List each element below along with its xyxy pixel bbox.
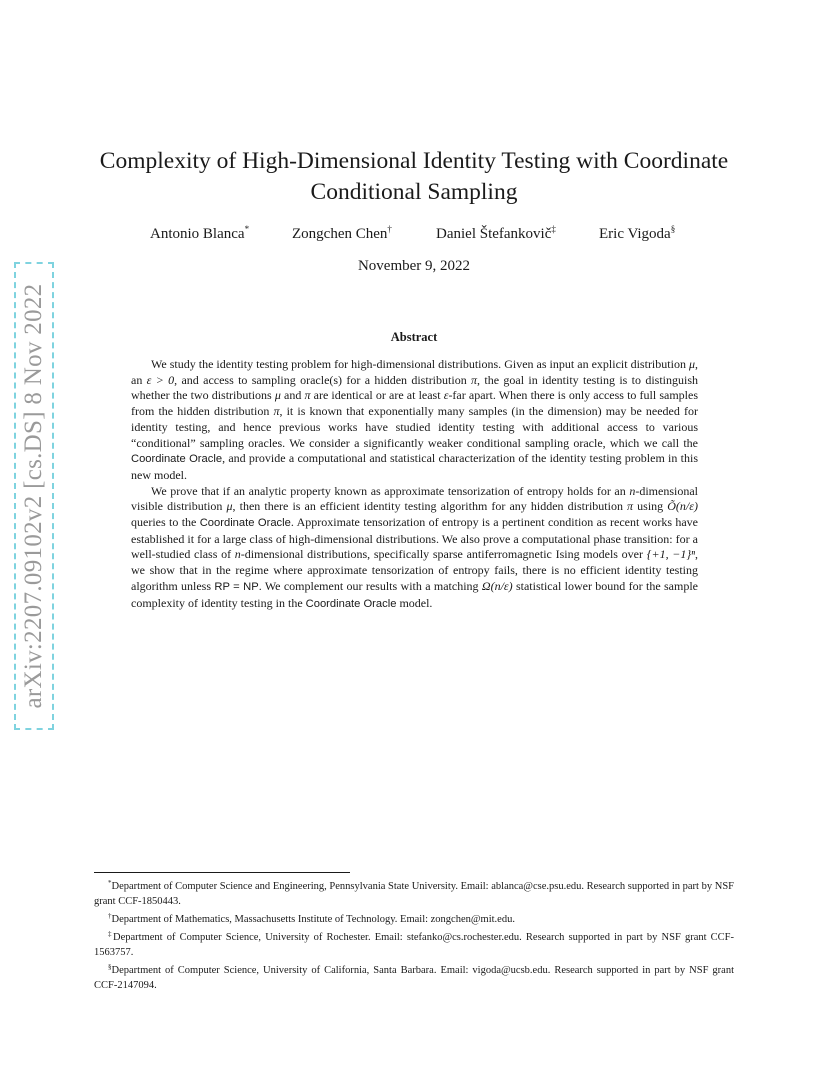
footnote-mark: * xyxy=(108,879,112,887)
text: using xyxy=(633,499,668,514)
arxiv-identifier-text: arXiv:2207.09102v2 [cs.DS] 8 Nov 2022 xyxy=(20,283,47,709)
math: Õ(n/ε) xyxy=(667,499,698,514)
text: , an xyxy=(131,357,698,387)
text: , it is known that exponentially many samples (in the dimension) may be needed for identity testing, and hence previous works have studied identity testing with additional access to various “conditional” sampling oracles. We consider a significantly weaker conditional sampling oracle, which we call the xyxy=(131,404,698,450)
oracle-name: Coordinate Oracle xyxy=(199,517,291,530)
math: n xyxy=(629,483,636,498)
publication-date: November 9, 2022 xyxy=(357,258,471,274)
text: queries to the xyxy=(131,515,200,530)
text: . We complement our results with a matching xyxy=(258,578,482,593)
footnote-mark: ‡ xyxy=(108,930,114,938)
author-blanca xyxy=(150,224,249,243)
oracle-name: Coordinate Oracle xyxy=(305,597,397,610)
abstract-paragraph-2 xyxy=(131,484,698,613)
author-name: Daniel Štefankovič xyxy=(436,226,552,242)
author-footnote-mark: † xyxy=(387,224,392,234)
text: , then there is an efficient identity testing algorithm for any hidden distribution xyxy=(232,499,628,514)
author-vigoda xyxy=(599,224,675,243)
footnote-mark: § xyxy=(108,963,112,971)
abstract-body xyxy=(131,357,698,612)
author-stefankovic xyxy=(436,224,556,243)
math: Ω(n/ε) xyxy=(481,578,513,593)
text: , we show that in the regime where approximate tensorization of entropy fails, there is no efficient identity testing algorithm unless xyxy=(131,547,698,593)
text: -dimensional distributions, specifically sparse antiferromagnetic Ising models over xyxy=(240,547,647,562)
author-footnote-mark: ‡ xyxy=(551,224,556,234)
math: μ xyxy=(226,499,233,514)
footnote-text: Department of Computer Science, University of Rochester. Email: stefanko@cs.rochester.edu. Research supported in part by NSF grant CCF-1563757. xyxy=(94,932,735,958)
text: and xyxy=(280,388,305,403)
footnote xyxy=(94,909,734,927)
math: μ xyxy=(274,388,281,403)
text: . Approximate tensorization of entropy is a pertinent condition as recent works have established it for a large class of high-dimensional distributions. We also prove a computational phase transition: for a well-studied class of xyxy=(131,515,699,562)
footnote xyxy=(94,960,734,993)
math: n xyxy=(234,547,241,562)
text: are identical or are at least xyxy=(310,388,444,403)
author-name: Antonio Blanca xyxy=(150,226,245,242)
text: We prove that if an analytic property known as approximate tensorization of entropy holds for an xyxy=(151,483,630,498)
math: π xyxy=(273,404,280,419)
text: -dimensional visible distribution xyxy=(131,483,698,514)
footnote-mark: † xyxy=(108,912,112,920)
math: {+1, −1}ⁿ xyxy=(646,547,695,562)
footnote-separator xyxy=(94,872,350,873)
text: , and provide a computational and statistical characterization of the identity testing problem in this new model. xyxy=(131,451,698,482)
footnote-text: Department of Computer Science and Engineering, Pennsylvania State University. Email: ablanca@cse.psu.edu. Research supported in part by NSF grant CCF-1850443. xyxy=(94,881,734,907)
footnote-text: Department of Computer Science, University of California, Santa Barbara. Email: vigoda@ucsb.edu. Research supported in part by NSF grant CCF-2147094. xyxy=(94,965,734,991)
math: π xyxy=(471,372,478,387)
math: μ xyxy=(688,357,695,371)
text: , and access to sampling oracle(s) for a hidden distribution xyxy=(174,372,472,387)
text: statistical lower bound for the sample complexity of identity testing in the xyxy=(131,578,698,610)
abstract-heading: Abstract xyxy=(390,330,438,344)
author-chen xyxy=(292,224,392,243)
math: π xyxy=(627,499,634,514)
text: model. xyxy=(396,595,433,610)
complexity-class: RP = NP xyxy=(214,580,259,593)
author-name: Zongchen Chen xyxy=(292,226,388,242)
math: π xyxy=(304,388,311,403)
author-footnote-mark: * xyxy=(244,224,250,234)
author-name: Eric Vigoda xyxy=(599,226,671,242)
footnote xyxy=(94,927,734,960)
math: ε xyxy=(443,388,449,403)
author-list xyxy=(0,224,828,248)
footnotes xyxy=(94,876,734,993)
text: -far apart. When there is only access to full samples from the hidden distribution xyxy=(131,388,698,419)
math: ε > 0 xyxy=(146,372,175,387)
author-footnote-mark: § xyxy=(670,224,676,234)
footnote xyxy=(94,876,734,909)
footnote-text: Department of Mathematics, Massachusetts Institute of Technology. Email: zongchen@mit.edu. xyxy=(111,914,515,925)
oracle-name: Coordinate Oracle xyxy=(131,453,223,466)
text: , the goal in identity testing is to distinguish whether the two distributions xyxy=(131,372,699,403)
text: We study the identity testing problem for high-dimensional distributions. Given as input an explicit distribution xyxy=(151,357,689,371)
abstract-paragraph-1 xyxy=(131,357,698,484)
paper-title: Complexity of High-Dimensional Identity Testing with Coordinate Conditional Sampling xyxy=(99,148,729,205)
